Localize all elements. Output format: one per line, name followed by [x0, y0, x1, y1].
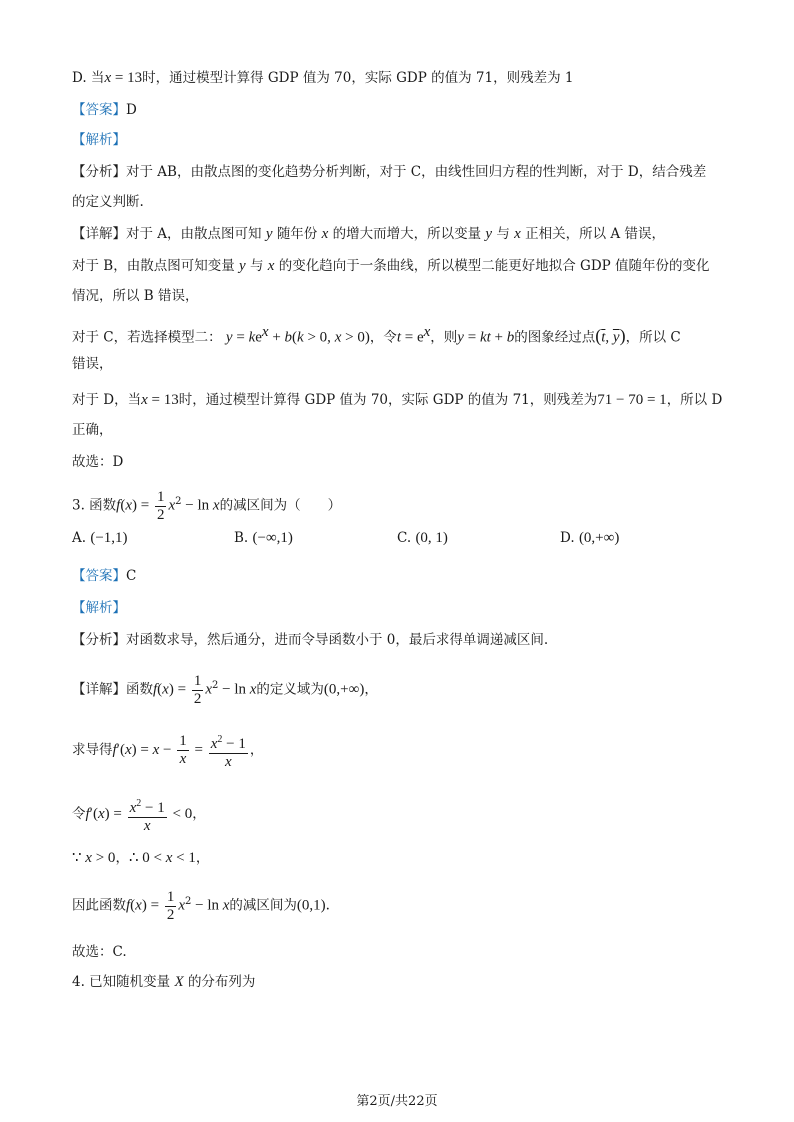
- q3-option-b[interactable]: B. (−∞,1): [234, 530, 293, 546]
- q3-xiangjie-5: 因此函数f(x) = $\frac{1}{2}$ $x^2 - \ln x$的减区间为(0,1).: [72, 888, 330, 923]
- q2-xiangjie-5: 错误，: [72, 356, 113, 372]
- q2-xiangjie-3: 情况，所以 B 错误，: [72, 288, 199, 304]
- q3-option-c[interactable]: C. (0, 1): [397, 530, 448, 546]
- q3-analysis-label: 【解析】: [72, 600, 126, 616]
- q2-xiangjie-6: 对于 D，当x = 13时，通过模型计算得 GDP 值为 70，实际 GDP 的值为 71，则残差为71 − 70 = 1，所以 D: [72, 392, 723, 408]
- q3-fenxi: 【分析】对函数求导，然后通分，进而令导函数小于 0，最后求得单调递减区间.: [72, 632, 549, 648]
- q2-analysis-label: 【解析】: [72, 132, 126, 148]
- q3-xiangjie-3: 令f′(x) = $\frac{x^2 - 1}{x}$ < 0，: [72, 794, 206, 835]
- fraction-x2-minus-1-over-x: $\frac{x^2 - 1}{x}$: [209, 731, 248, 771]
- q2-choose: 故选：D: [72, 454, 124, 470]
- q4-stem: 4. 已知随机变量 X 的分布列为: [72, 974, 256, 990]
- q2-fenxi-1: 【分析】对于 AB，由散点图的变化趋势分析判断，对于 C，由线性回归方程的性判断，对于 D，结合残差: [72, 164, 707, 180]
- q3-xiangjie-2: 求导得f′(x) = x − $\frac{1}{x}$ = $\frac{x^2 - 1}{x}$ ，: [72, 730, 263, 771]
- q3-xiangjie-4: ∵ x > 0，∴ 0 < x < 1，: [72, 850, 210, 866]
- fraction-one-over-x: $\frac{1}{x}$: [179, 733, 187, 767]
- q3-xiangjie-1: 【详解】函数f(x) = $\frac{1}{2}$ $x^2 - \ln x$的定义域为(0,+∞)，: [72, 672, 378, 707]
- fraction-half: $\frac{1}{2}$: [166, 888, 175, 923]
- q3-option-a[interactable]: A. (−1,1): [72, 530, 128, 546]
- q2-xiangjie-7: 正确，: [72, 422, 113, 438]
- q3-choose: 故选：C.: [72, 944, 127, 960]
- q2-xiangjie-4: 对于 C，若选择模型二： $y = ke^x + b(k > 0$, x > 0)，令$t = e^x$，则y = kt + b的图象经过点($\overline{t}$, $\overline{y}$)，所以 C: [72, 324, 681, 346]
- q2-option-d: D. 当x = 13时，通过模型计算得 GDP 值为 70，实际 GDP 的值为 71，则残差为 1: [72, 70, 574, 86]
- q3-answer: 【答案】C: [72, 568, 137, 584]
- q2-xiangjie-1: 【详解】对于 A，由散点图可知 y 随年份 x 的增大而增大，所以变量 y 与 x 正相关，所以 A 错误，: [72, 226, 665, 242]
- q3-option-d[interactable]: D. (0,+∞): [560, 530, 620, 546]
- fraction-half: $\frac{1}{2}$: [156, 488, 165, 523]
- page-footer: 第2页/共22页: [356, 1094, 438, 1109]
- q2-fenxi-2: 的定义判断.: [72, 194, 144, 210]
- q2-xiangjie-2: 对于 B，由散点图可知变量 y 与 x 的变化趋向于一条曲线，所以模型二能更好地拟合 GDP 值随年份的变化: [72, 258, 710, 274]
- fraction-half: $\frac{1}{2}$: [193, 672, 202, 707]
- q3-stem: 3. 函数f(x) = $\frac{1}{2}$ $x^2 - \ln x$的减区间为（ ）: [72, 488, 342, 523]
- q2-answer: 【答案】D: [72, 102, 137, 118]
- fraction-x2-minus-1-over-x: $\frac{x^2 - 1}{x}$: [128, 795, 167, 835]
